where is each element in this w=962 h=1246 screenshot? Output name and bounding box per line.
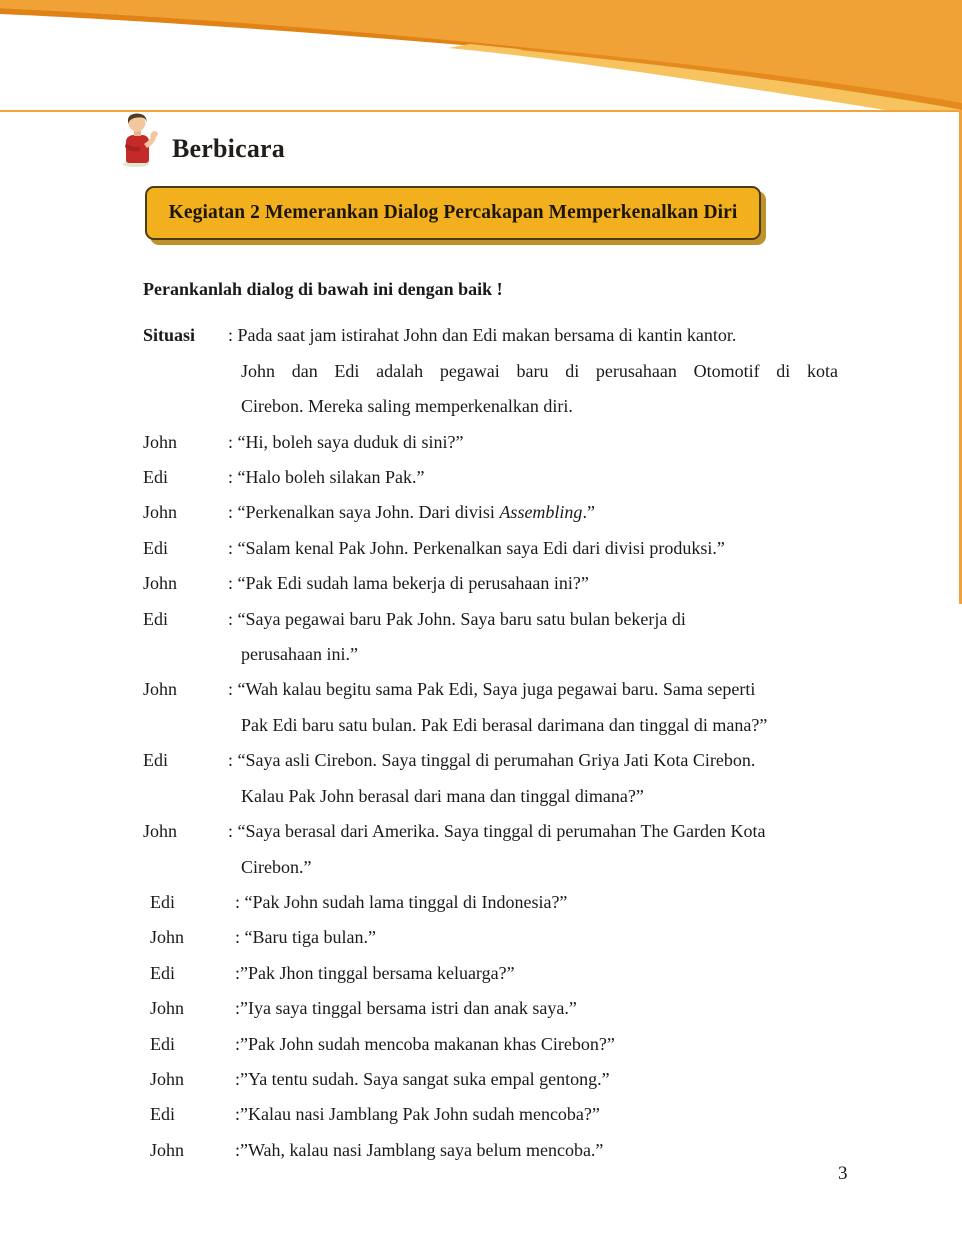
speaker-name: Edi <box>150 1104 175 1125</box>
speaker-name: John <box>150 1068 185 1089</box>
activity-banner <box>145 186 761 240</box>
dialog-line <box>228 566 883 601</box>
speaker-name: John <box>143 821 178 842</box>
dialog-row <box>143 1097 883 1132</box>
dialog-line <box>235 1027 883 1062</box>
dialog-line <box>228 743 883 778</box>
dialog-row <box>143 991 883 1026</box>
speaker-name: John <box>150 998 185 1019</box>
utterance <box>235 1097 883 1132</box>
dialog-line <box>228 531 883 566</box>
text-segment: : “Saya berasal dari Amerika. Saya tinggal di perumahan The Garden Kota <box>228 821 766 842</box>
page-number: 3 <box>838 1163 848 1184</box>
dialog-row <box>143 1027 883 1062</box>
utterance <box>228 531 883 566</box>
text-segment: :”Ya tentu sudah. Saya sangat suka empal gentong.” <box>235 1068 610 1089</box>
utterance <box>228 495 883 530</box>
dialog-line <box>228 460 883 495</box>
italic-text: Assembling <box>499 502 583 523</box>
utterance <box>235 885 883 920</box>
dialog-line <box>228 602 883 637</box>
text-segment: : “Hi, boleh saya duduk di sini?” <box>228 431 464 452</box>
speaker-name: John <box>150 1139 185 1160</box>
dialog-line <box>228 672 883 707</box>
utterance <box>235 991 883 1026</box>
text-segment: : “Salam kenal Pak John. Perkenalkan saya Edi dari divisi produksi.” <box>228 537 725 558</box>
speaker-name: Situasi <box>143 325 196 346</box>
dialog-row <box>143 1062 883 1097</box>
speaker-name: Edi <box>143 750 168 771</box>
utterance <box>235 920 883 955</box>
dialog-row <box>143 672 883 743</box>
dialog-row <box>143 743 883 814</box>
text-segment: John dan Edi adalah pegawai baru di perusahaan Otomotif di kota <box>241 360 838 381</box>
text-segment: : Pada saat jam istirahat John dan Edi makan bersama di kantin kantor. <box>228 325 737 346</box>
text-segment: : “Saya pegawai baru Pak John. Saya baru satu bulan bekerja di <box>228 608 686 629</box>
instruction-text: Perankanlah dialog di bawah ini dengan baik ! <box>143 279 503 299</box>
speaker-name: John <box>143 502 178 523</box>
speaker-name: John <box>150 927 185 948</box>
dialog-line <box>235 1097 883 1132</box>
dialog-row <box>143 1133 883 1168</box>
text-segment: : “Wah kalau begitu sama Pak Edi, Saya juga pegawai baru. Sama seperti <box>228 679 756 700</box>
dialog-row <box>143 885 883 920</box>
text-segment: : “Pak John sudah lama tinggal di Indonesia?” <box>235 891 568 912</box>
dialog-line <box>235 1062 883 1097</box>
text-segment: :”Pak Jhon tinggal bersama keluarga?” <box>235 962 515 983</box>
section-title: Berbicara <box>172 134 285 163</box>
utterance <box>228 602 883 673</box>
dialog-line <box>235 920 883 955</box>
speaker-name: John <box>143 431 178 452</box>
dialog-row <box>143 920 883 955</box>
dialog-content <box>143 272 883 1168</box>
text-segment: : “Pak Edi sudah lama bekerja di perusahaan ini?” <box>228 573 589 594</box>
speaker-name: Edi <box>143 537 168 558</box>
utterance <box>228 566 883 601</box>
utterance <box>235 1133 883 1168</box>
utterance <box>235 956 883 991</box>
dialog-line <box>235 991 883 1026</box>
text-segment: : “Halo boleh silakan Pak.” <box>228 467 425 488</box>
speaker-name: Edi <box>150 962 175 983</box>
text-segment: :”Iya saya tinggal bersama istri dan anak saya.” <box>235 998 577 1019</box>
dialog-line <box>228 708 883 743</box>
text-segment: : “Perkenalkan saya John. Dari divisi <box>228 502 500 523</box>
dialog-row <box>143 814 883 885</box>
dialog-line <box>228 850 883 885</box>
dialog-row <box>143 566 883 601</box>
utterance <box>228 814 883 885</box>
dialog-row <box>143 531 883 566</box>
dialog-list <box>143 318 883 1168</box>
dialog-line <box>228 389 883 424</box>
utterance <box>235 1027 883 1062</box>
text-segment: Kalau Pak John berasal dari mana dan tinggal dimana?” <box>241 785 644 806</box>
dialog-line <box>235 1133 883 1168</box>
text-segment: Pak Edi baru satu bulan. Pak Edi berasal darimana dan tinggal di mana?” <box>241 714 768 735</box>
dialog-row <box>143 460 883 495</box>
dialog-line <box>228 779 883 814</box>
speaker-name: John <box>143 573 178 594</box>
text-segment: perusahaan ini.” <box>241 644 358 665</box>
text-segment: Cirebon.” <box>241 856 312 877</box>
dialog-line <box>235 885 883 920</box>
dialog-row <box>143 602 883 673</box>
dialog-line <box>228 637 883 672</box>
dialog-row <box>143 425 883 460</box>
section-heading <box>116 112 285 168</box>
text-segment: :”Wah, kalau nasi Jamblang saya belum mencoba.” <box>235 1139 604 1160</box>
utterance <box>228 672 883 743</box>
dialog-line <box>228 495 883 530</box>
dialog-line <box>228 814 883 849</box>
speaker-name: Edi <box>150 1033 175 1054</box>
dialog-line <box>228 354 838 389</box>
utterance <box>228 743 883 814</box>
dialog-line <box>228 425 883 460</box>
speaker-name: Edi <box>150 891 175 912</box>
dialog-line <box>228 318 883 353</box>
utterance <box>235 1062 883 1097</box>
text-segment: : “Saya asli Cirebon. Saya tinggal di perumahan Griya Jati Kota Cirebon. <box>228 750 756 771</box>
text-segment: :”Pak John sudah mencoba makanan khas Cirebon?” <box>235 1033 615 1054</box>
speaker-name: Edi <box>143 608 168 629</box>
text-segment: :”Kalau nasi Jamblang Pak John sudah mencoba?” <box>235 1104 600 1125</box>
text-segment: Cirebon. Mereka saling memperkenalkan diri. <box>241 396 573 417</box>
speaker-name: Edi <box>143 467 168 488</box>
utterance <box>228 460 883 495</box>
dialog-line <box>235 956 883 991</box>
dialog-row <box>143 495 883 530</box>
activity-banner-label: Kegiatan 2 Memerankan Dialog Percakapan Memperkenalkan Diri <box>168 202 738 223</box>
text-segment: .” <box>582 502 595 523</box>
dialog-row <box>143 956 883 991</box>
header-swoosh-art <box>0 0 962 112</box>
utterance <box>228 425 883 460</box>
speaker-name: John <box>143 679 178 700</box>
utterance <box>228 318 883 424</box>
speaking-person-icon <box>116 112 162 168</box>
text-segment: : “Baru tiga bulan.” <box>235 927 376 948</box>
dialog-row <box>143 318 883 424</box>
